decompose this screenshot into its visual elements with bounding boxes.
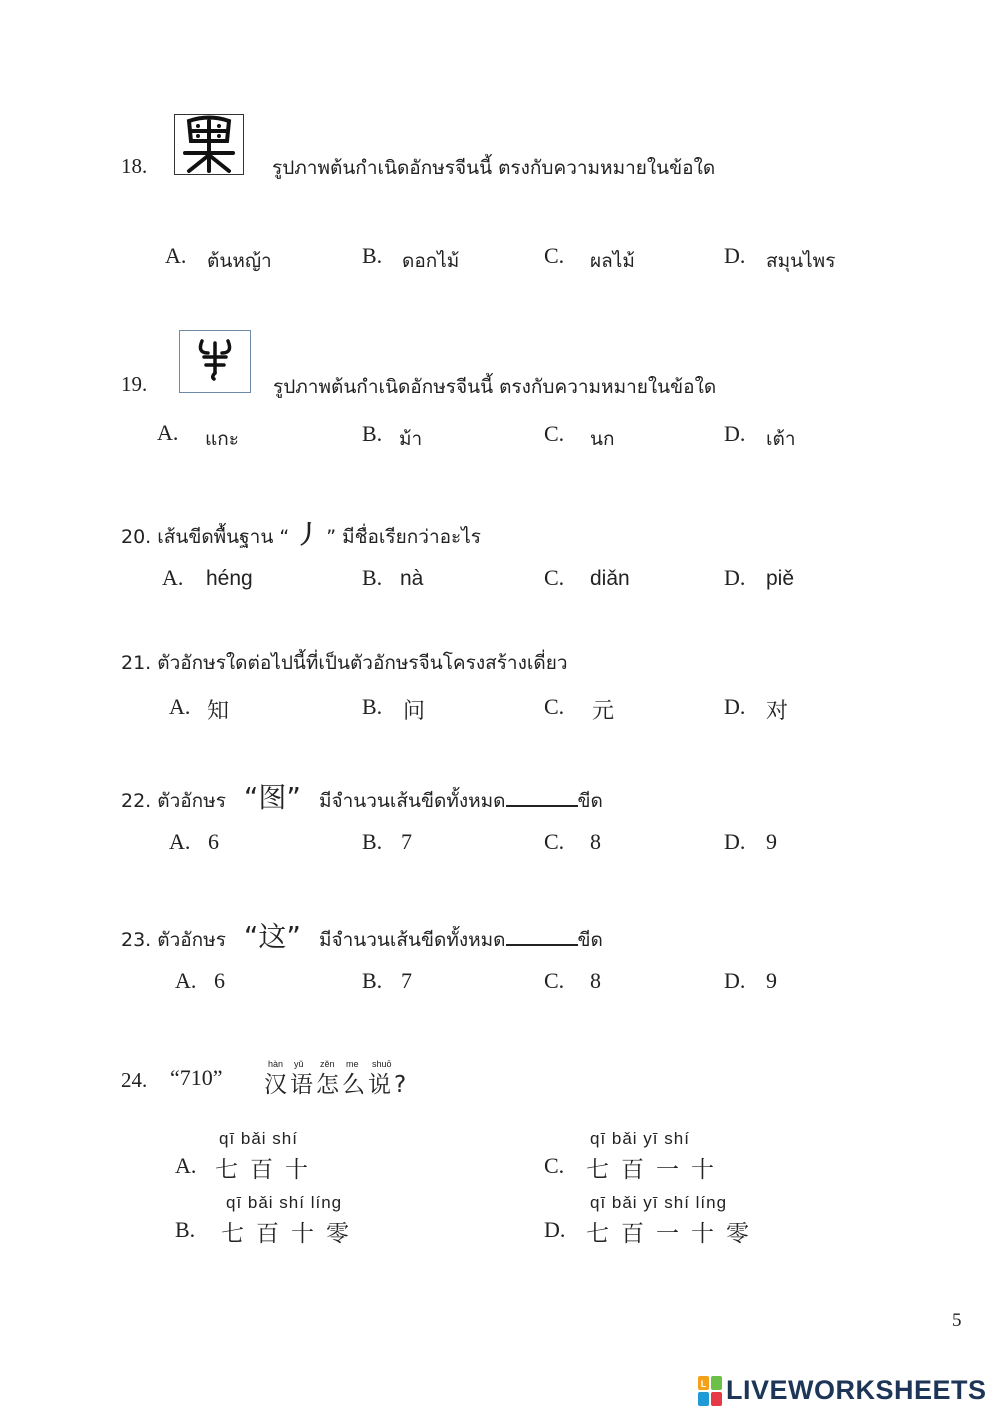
- q19-prompt: รูปภาพต้นกำเนิดอักษรจีนนี้ ตรงกับความหมายในข้อใด: [273, 376, 717, 398]
- q20-prompt-end: ” มีชื่อเรียกว่าอะไร: [326, 526, 481, 548]
- q21-option-a-text: 知: [207, 699, 230, 724]
- q24-option-b-pinyin: qī bǎi shí líng: [226, 1193, 343, 1212]
- q21-option-d-text: 对: [766, 699, 789, 724]
- q19-option-d-text: เต้า: [766, 428, 796, 450]
- q21-option-b-text: 问: [403, 699, 426, 724]
- q24-pinyin-shuo: shuō: [372, 1059, 392, 1069]
- logo-letter-l: L: [700, 1378, 707, 1389]
- q20-option-d-letter[interactable]: D.: [724, 565, 746, 590]
- q24-pinyin-han: hàn: [268, 1059, 284, 1069]
- q18-option-c-letter[interactable]: C.: [544, 243, 565, 268]
- q24-option-b-letter[interactable]: B.: [175, 1217, 196, 1242]
- q23-option-b-text: 7: [401, 968, 412, 993]
- q20-option-d-text: piě: [766, 567, 795, 590]
- q19-option-c-letter[interactable]: C.: [544, 421, 565, 446]
- q24-option-b-hanzi: 七百十零: [221, 1221, 361, 1247]
- q18-number: 18.: [121, 154, 148, 178]
- q22-option-c-letter[interactable]: C.: [544, 829, 565, 854]
- q24-number: 24.: [121, 1068, 148, 1092]
- q24-pinyin-yu: yǔ: [294, 1059, 304, 1069]
- q24-question-hanzi: 汉语怎么说?: [264, 1072, 410, 1098]
- q19-option-d-letter[interactable]: D.: [724, 421, 746, 446]
- q22-option-d-letter[interactable]: D.: [724, 829, 746, 854]
- q24-option-c-letter[interactable]: C.: [544, 1153, 565, 1178]
- q24-option-c-hanzi: 七百一十: [586, 1157, 726, 1183]
- liveworksheets-watermark: [698, 1375, 987, 1409]
- q20-prompt-start: 20. เส้นขีดพื้นฐาน “: [121, 526, 290, 548]
- q21-option-d-letter[interactable]: D.: [724, 694, 746, 719]
- q20-stroke-char: 丿: [295, 520, 321, 549]
- q19-option-c-text: นก: [590, 428, 615, 450]
- q22-prompt-start: 22. ตัวอักษร: [121, 790, 226, 812]
- q23-option-d-letter[interactable]: D.: [724, 968, 746, 993]
- q22-answer-blank[interactable]: [506, 787, 578, 807]
- q23-option-a-letter[interactable]: A.: [175, 968, 197, 993]
- q24-pinyin-me: me: [346, 1059, 359, 1069]
- q24-pinyin-zen: zěn: [320, 1059, 335, 1069]
- q19-oracle-image: [179, 330, 251, 393]
- q23-prompt: [121, 915, 603, 955]
- q24-option-a-letter[interactable]: A.: [175, 1153, 197, 1178]
- q18-option-d-letter[interactable]: D.: [724, 243, 746, 268]
- q23-prompt-end: ขีด: [577, 929, 603, 951]
- sheep-oracle-glyph: [180, 331, 250, 392]
- q21-option-a-letter[interactable]: A.: [169, 694, 191, 719]
- q23-char: “这”: [243, 920, 301, 953]
- q19-option-b-letter[interactable]: B.: [362, 421, 383, 446]
- q22-option-a-text: 6: [208, 829, 219, 854]
- q18-oracle-image: [174, 114, 244, 175]
- q18-option-a-text: ต้นหญ้า: [207, 250, 272, 272]
- q20-option-b-text: nà: [400, 567, 424, 590]
- q18-option-c-text: ผลไม้: [590, 250, 635, 272]
- q18-option-b-letter[interactable]: B.: [362, 243, 383, 268]
- q22-option-b-text: 7: [401, 829, 412, 854]
- q21-prompt: 21. ตัวอักษรใดต่อไปนี้ที่เป็นตัวอักษรจีนโครงสร้างเดี่ยว: [121, 652, 568, 674]
- q18-option-d-text: สมุนไพร: [766, 250, 836, 272]
- liveworksheets-logo-icon: [698, 1376, 722, 1406]
- q18-prompt: รูปภาพต้นกำเนิดอักษรจีนนี้ ตรงกับความหมายในข้อใด: [272, 157, 716, 179]
- q24-option-c-pinyin: qī bǎi yī shí: [590, 1129, 690, 1148]
- q20-option-b-letter[interactable]: B.: [362, 565, 383, 590]
- q22-prompt-end: ขีด: [577, 790, 603, 812]
- q24-option-a-pinyin: qī bǎi shí: [219, 1129, 298, 1148]
- q22-option-a-letter[interactable]: A.: [169, 829, 191, 854]
- q20-option-c-letter[interactable]: C.: [544, 565, 565, 590]
- q21-option-b-letter[interactable]: B.: [362, 694, 383, 719]
- q23-option-c-text: 8: [590, 968, 601, 993]
- page-number: 5: [952, 1310, 962, 1331]
- q23-prompt-mid: มีจำนวนเส้นขีดทั้งหมด: [318, 929, 506, 951]
- q19-option-a-text: แกะ: [205, 428, 239, 450]
- q23-option-d-text: 9: [766, 968, 777, 993]
- q24-option-d-pinyin: qī bǎi yī shí líng: [590, 1193, 728, 1212]
- q20-option-a-letter[interactable]: A.: [162, 565, 184, 590]
- q23-prompt-start: 23. ตัวอักษร: [121, 929, 226, 951]
- q24-number-quote: “710”: [170, 1065, 223, 1090]
- q22-prompt-mid: มีจำนวนเส้นขีดทั้งหมด: [318, 790, 506, 812]
- q19-number: 19.: [121, 372, 148, 396]
- q24-option-d-hanzi: 七百一十零: [586, 1221, 761, 1247]
- q20-prompt: [121, 515, 481, 552]
- q23-option-a-text: 6: [214, 968, 225, 993]
- q23-option-b-letter[interactable]: B.: [362, 968, 383, 993]
- q23-option-c-letter[interactable]: C.: [544, 968, 565, 993]
- q24-option-a-hanzi: 七百十: [215, 1157, 320, 1183]
- q21-option-c-text: 元: [592, 699, 615, 724]
- q24-option-d-letter[interactable]: D.: [544, 1217, 566, 1242]
- q19-option-b-text: ม้า: [399, 428, 423, 450]
- q23-answer-blank[interactable]: [506, 926, 578, 946]
- q20-option-c-text: diǎn: [590, 567, 630, 590]
- q19-option-a-letter[interactable]: A.: [157, 420, 179, 445]
- q18-option-a-letter[interactable]: A.: [165, 243, 187, 268]
- q22-option-b-letter[interactable]: B.: [362, 829, 383, 854]
- q22-char: “图”: [243, 781, 301, 814]
- fruit-oracle-glyph: [175, 115, 243, 174]
- q22-option-d-text: 9: [766, 829, 777, 854]
- q22-prompt: [121, 776, 603, 816]
- q20-option-a-text: héng: [206, 567, 253, 590]
- q22-option-c-text: 8: [590, 829, 601, 854]
- q18-option-b-text: ดอกไม้: [402, 250, 460, 272]
- q21-option-c-letter[interactable]: C.: [544, 694, 565, 719]
- liveworksheets-wordmark: LIVEWORKSHEETS: [726, 1375, 987, 1405]
